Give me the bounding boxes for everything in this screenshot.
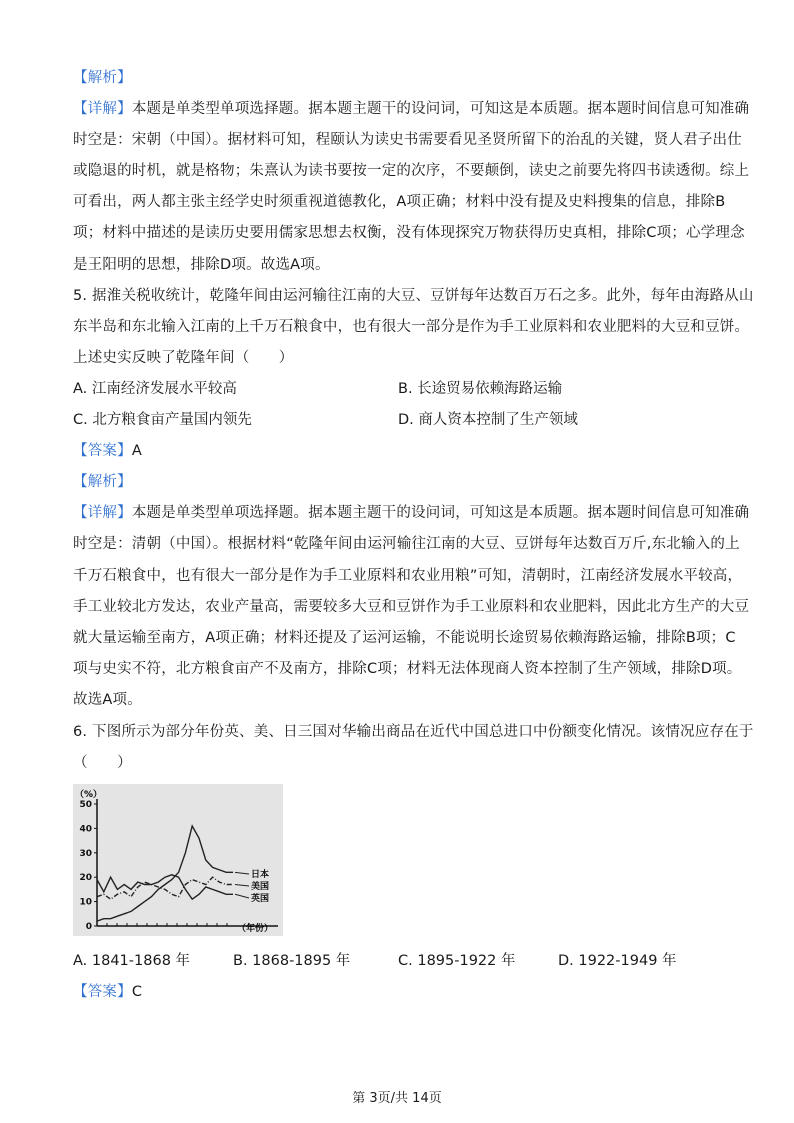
detail-tag: 【详解】	[73, 505, 132, 521]
detail-paragraph-line: 或隐退的时机，就是格物；朱熹认为读书要按一定的次序，不要颠倒，读史之前要先将四书读透彻。综上	[73, 163, 750, 179]
question-5-stem-line: 东半岛和东北输入江南的上千万石粮食中，也有很大一部分是作为手工业原料和农业肥料的大豆和豆饼。	[73, 319, 750, 335]
detail-paragraph-line: 【详解】本题是单类型单项选择题。据本题主题干的设问词，可知这是本质题。据本题时间信息可知准确	[73, 505, 750, 521]
question-6-stem-line: （ ）	[73, 755, 132, 771]
y-tick-label: 30	[79, 848, 92, 859]
detail-paragraph-line: 项；材料中描述的是读历史要用儒家思想去权衡，没有体现探究万物获得历史真相，排除C项；心学理念	[73, 225, 745, 241]
y-tick-label: 20	[79, 873, 92, 884]
question-5-answer	[73, 441, 142, 461]
page-footer: 第 3页/共 14页	[352, 1091, 442, 1106]
question-5-option-d: D. 商人资本控制了生产领域	[398, 412, 578, 428]
chart-svg	[73, 784, 283, 936]
question-6-option-c: C. 1895-1922 年	[398, 953, 516, 969]
detail-paragraph-line: 时空是：宋朝（中国）。据材料可知，程颐认为读史书需要看见圣贤所留下的治乱的关键，贤人君子出仕	[73, 132, 742, 148]
y-tick-label: 50	[79, 800, 92, 810]
question-5-stem-line: 上述史实反映了乾隆年间（ ）	[73, 350, 294, 366]
detail-paragraph-line: 项与史实不符，北方粮食亩产不及南方，排除C项；材料无法体现商人资本控制了生产领域，排除D项。	[73, 661, 742, 677]
detail-paragraph-line: 手工业较北方发达，农业产量高，需要较多大豆和豆饼作为手工业原料和农业肥料，因此北方生产的大豆	[73, 599, 750, 615]
analysis-tag: 【解析】	[73, 70, 132, 86]
chart-background	[73, 784, 283, 936]
question-5-stem-line: 5. 据淮关税收统计，乾隆年间由运河输往江南的大豆、豆饼每年达数百万石之多。此外，每年由海路从山	[73, 288, 754, 304]
question-6-option-d: D. 1922-1949 年	[558, 953, 677, 969]
detail-paragraph-line: 千万石粮食中，也有很大一部分是作为手工业原料和农业用粮”可知，清朝时，江南经济发展水平较高，	[73, 568, 743, 584]
question-6-option-b: B. 1868-1895 年	[233, 953, 351, 969]
legend-label: 日本	[251, 870, 270, 880]
detail-paragraph-line: 是王阳明的思想，排除D项。故选A项。	[73, 257, 330, 273]
detail-paragraph-line: 就大量运输至南方，A项正确；材料还提及了运河运输，不能说明长途贸易依赖海路运输，排除B项；C	[73, 630, 736, 646]
answer-tag: 【答案】	[73, 984, 132, 1000]
share-line-chart	[73, 784, 283, 936]
legend-label: 美国	[251, 882, 270, 892]
question-5-option-c: C. 北方粮食亩产量国内领先	[73, 412, 252, 428]
detail-paragraph-line: 可看出，两人都主张主经学史时须重视道德教化，A项正确；材料中没有提及史料搜集的信息，排除B	[73, 194, 726, 210]
question-6-answer	[73, 982, 142, 1002]
question-6-option-a: A. 1841-1868 年	[73, 953, 191, 969]
detail-paragraph-line: 时空是：清朝（中国）。根据材料“乾隆年间由运河输往江南的大豆、豆饼每年达数百万斤,东北输入的上	[73, 536, 740, 552]
y-tick-label: 0	[85, 922, 92, 932]
answer-value: A	[131, 443, 142, 459]
question-6-stem-line: 6. 下图所示为部分年份英、美、日三国对华输出商品在近代中国总进口中份额变化情况。该情况应存在于	[73, 724, 754, 740]
detail-paragraph-line: 故选A项。	[73, 692, 142, 708]
y-axis-label: （%）	[75, 790, 103, 800]
y-tick-label: 40	[79, 824, 92, 835]
question-5-option-a: A. 江南经济发展水平较高	[73, 381, 237, 397]
answer-value: C	[131, 984, 143, 1000]
detail-paragraph-line: 【详解】本题是单类型单项选择题。据本题主题干的设问词，可知这是本质题。据本题时间信息可知准确	[73, 101, 750, 117]
y-tick-label: 10	[79, 897, 92, 908]
question-5-option-b: B. 长途贸易依赖海路运输	[398, 381, 563, 397]
analysis-tag: 【解析】	[73, 474, 132, 490]
detail-tag: 【详解】	[73, 101, 132, 117]
answer-tag: 【答案】	[73, 443, 132, 459]
legend-label: 英国	[251, 894, 270, 904]
x-axis-label: （年份）	[237, 924, 274, 934]
